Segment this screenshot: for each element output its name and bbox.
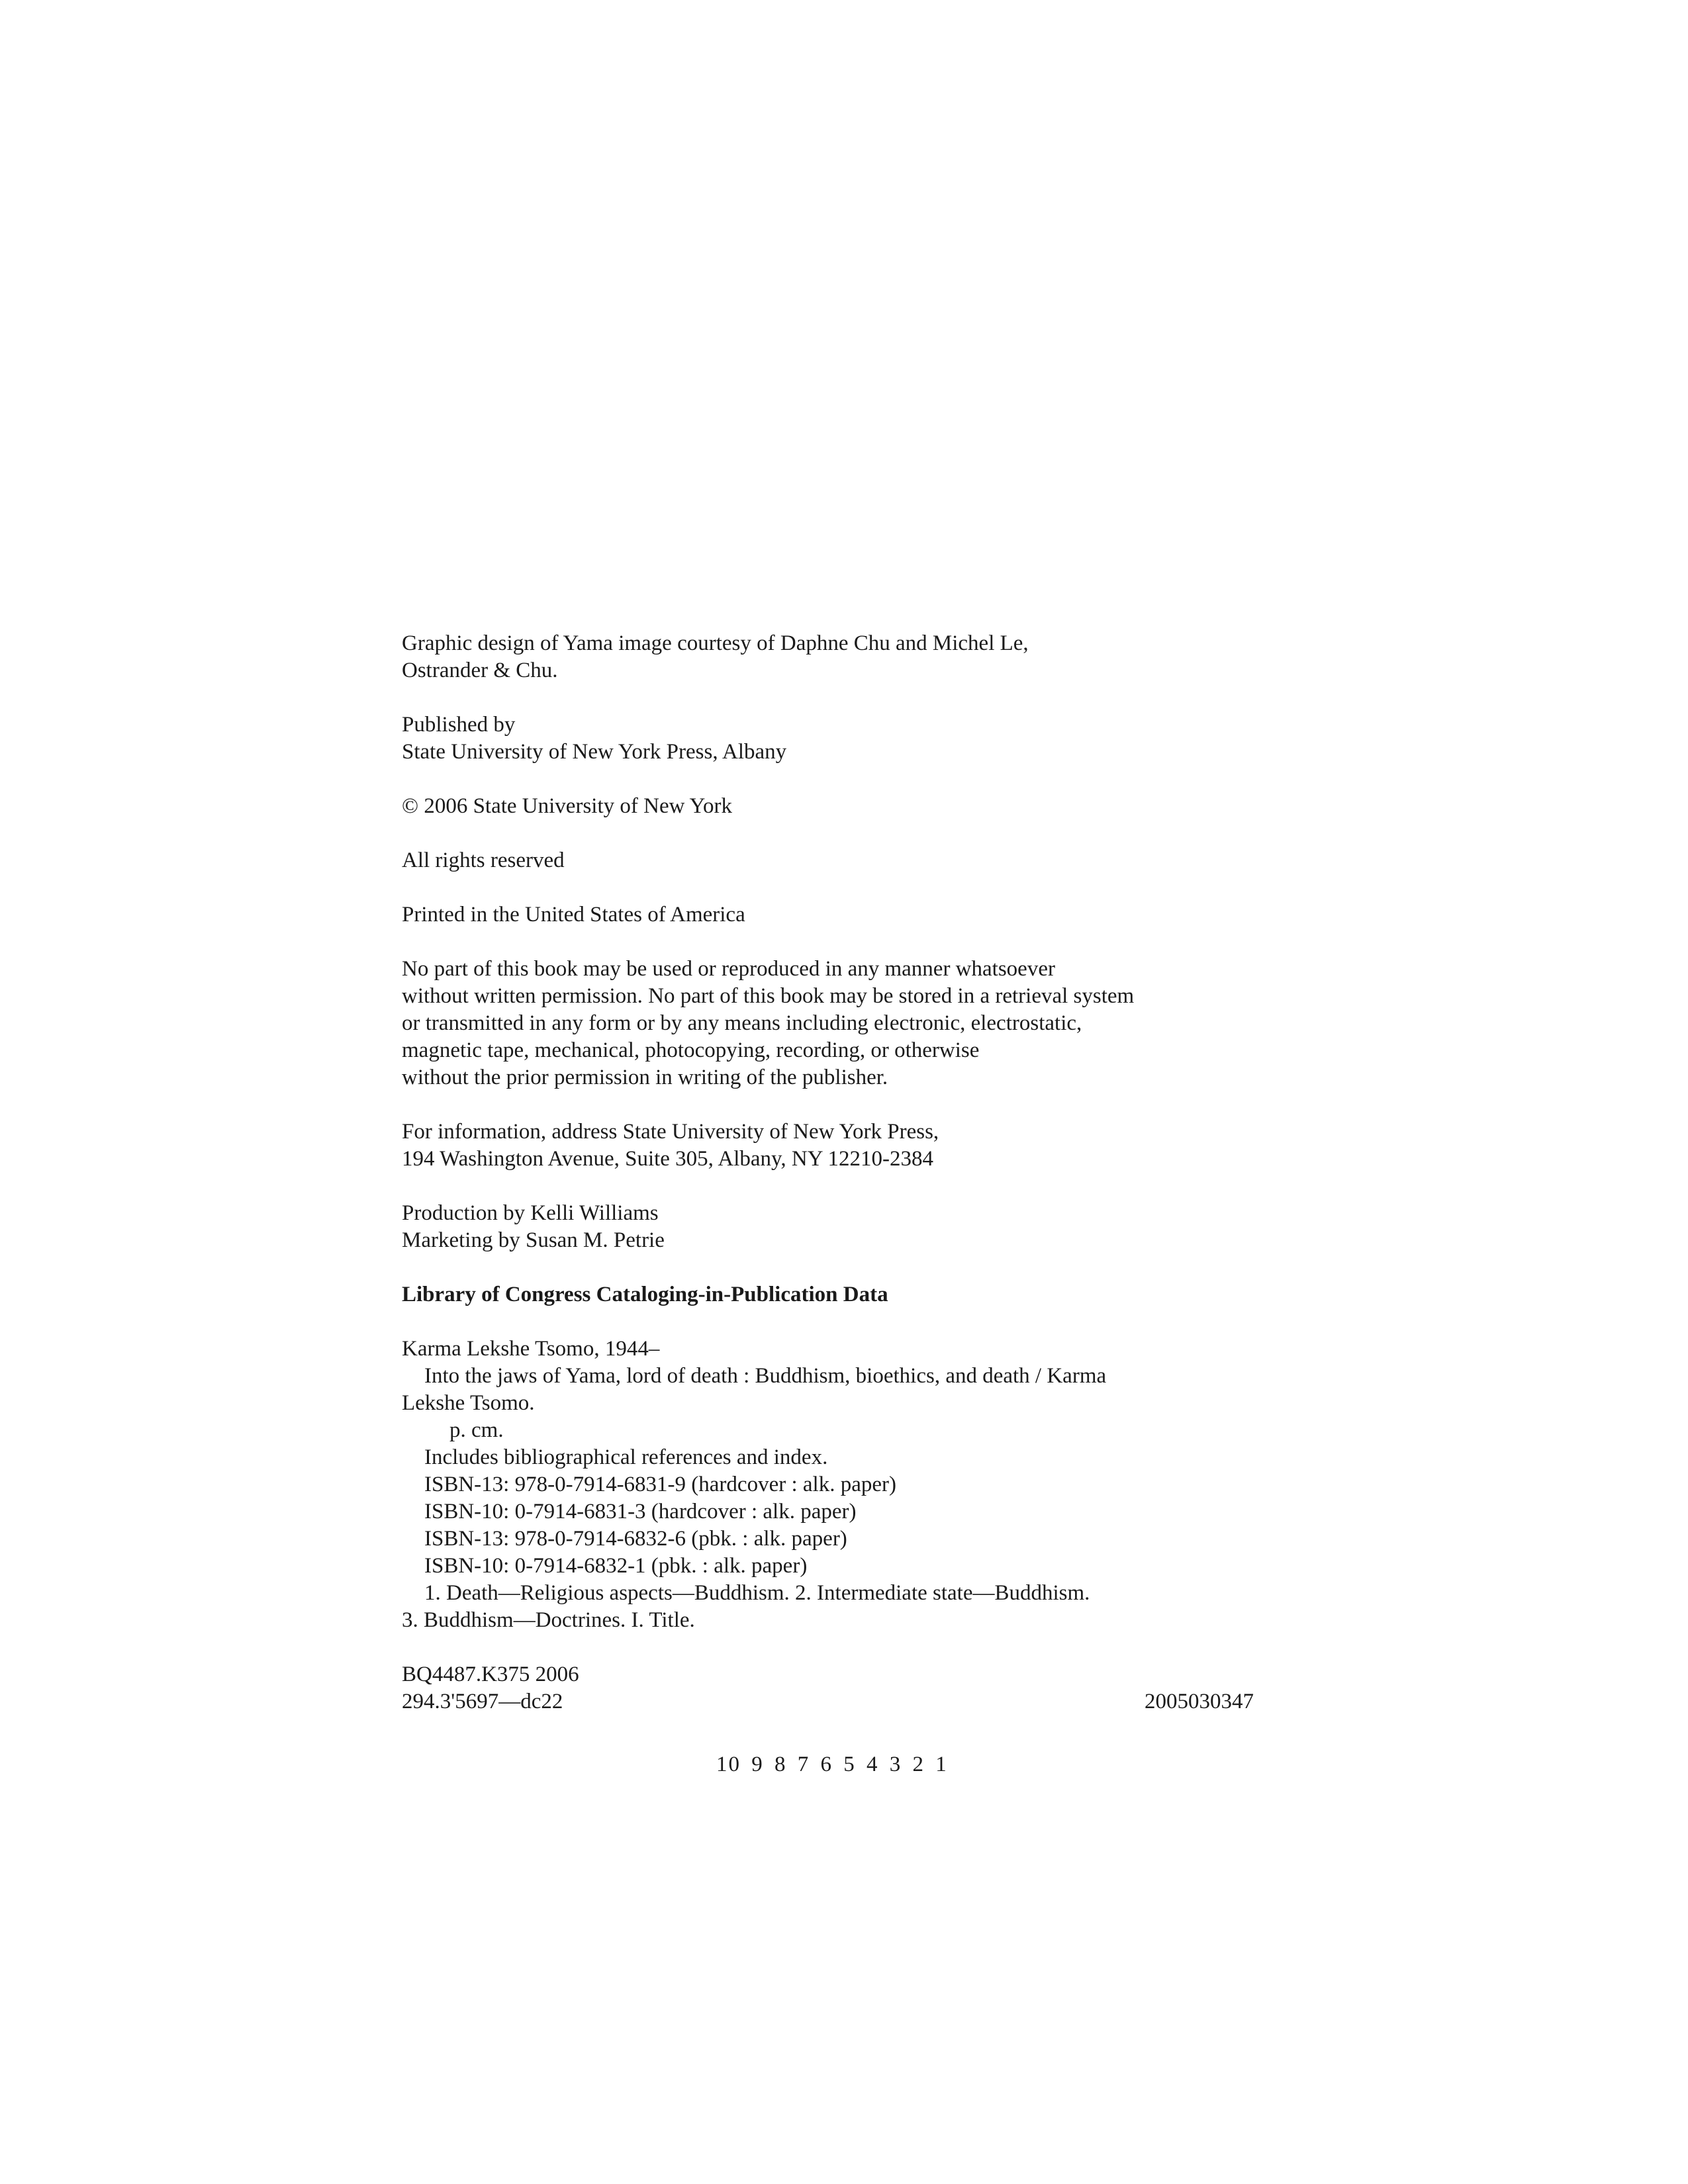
cip-isbn: ISBN-10: 0-7914-6832-1 (pbk. : alk. paper) [424,1554,808,1578]
graphic-design-credit-line-2: Ostrander & Chu. [402,659,558,682]
printing-line: 10 9 8 7 6 5 4 3 2 1 [716,1752,948,1776]
publisher-name: State University of New York Press, Albany [402,740,787,764]
permissions-line: No part of this book may be used or reproduced in any manner whatsoever [402,957,1055,981]
cip-includes: Includes bibliographical references and index. [424,1445,828,1469]
permissions-line: without the prior permission in writing of the publisher. [402,1066,888,1089]
copyright-notice: © 2006 State University of New York [402,794,732,818]
permissions-line: magnetic tape, mechanical, photocopying, recording, or otherwise [402,1038,980,1062]
cip-isbn: ISBN-13: 978-0-7914-6831-9 (hardcover : alk. paper) [424,1473,896,1496]
dewey-number: 294.3'5697—dc22 [402,1690,563,1713]
cip-isbn: ISBN-10: 0-7914-6831-3 (hardcover : alk. paper) [424,1500,857,1524]
cip-pcm: p. cm. [449,1418,504,1442]
printed-in-statement: Printed in the United States of America [402,903,745,927]
lc-call-number: BQ4487.K375 2006 [402,1662,579,1686]
information-address: 194 Washington Avenue, Suite 305, Albany, NY 12210-2384 [402,1147,934,1171]
information-line: For information, address State University of New York Press, [402,1120,939,1144]
permissions-line: without written permission. No part of this book may be stored in a retrieval system [402,984,1135,1008]
copyright-page-text [402,630,1262,1715]
production-credit: Production by Kelli Williams [402,1201,659,1225]
cip-subjects-line-2: 3. Buddhism—Doctrines. I. Title. [402,1608,695,1632]
lccn-number: 2005030347 [1145,1690,1254,1713]
cip-isbn: ISBN-13: 978-0-7914-6832-6 (pbk. : alk. paper) [424,1527,847,1551]
graphic-design-credit-line-1: Graphic design of Yama image courtesy of Daphne Chu and Michel Le, [402,631,1029,655]
dewey-lccn-row [402,1688,1254,1715]
published-by-label: Published by [402,713,516,737]
cip-title-line-2: Lekshe Tsomo. [402,1391,535,1415]
marketing-credit: Marketing by Susan M. Petrie [402,1228,665,1252]
rights-statement: All rights reserved [402,848,565,872]
cip-heading: Library of Congress Cataloging-in-Publication Data [402,1283,888,1306]
cip-title-line-1: Into the jaws of Yama, lord of death : Buddhism, bioethics, and death / Karma [424,1364,1107,1388]
permissions-line: or transmitted in any form or by any means including electronic, electrostatic, [402,1011,1082,1035]
cip-author: Karma Lekshe Tsomo, 1944– [402,1337,660,1361]
cip-subjects-line-1: 1. Death—Religious aspects—Buddhism. 2. Intermediate state—Buddhism. [424,1581,1090,1605]
